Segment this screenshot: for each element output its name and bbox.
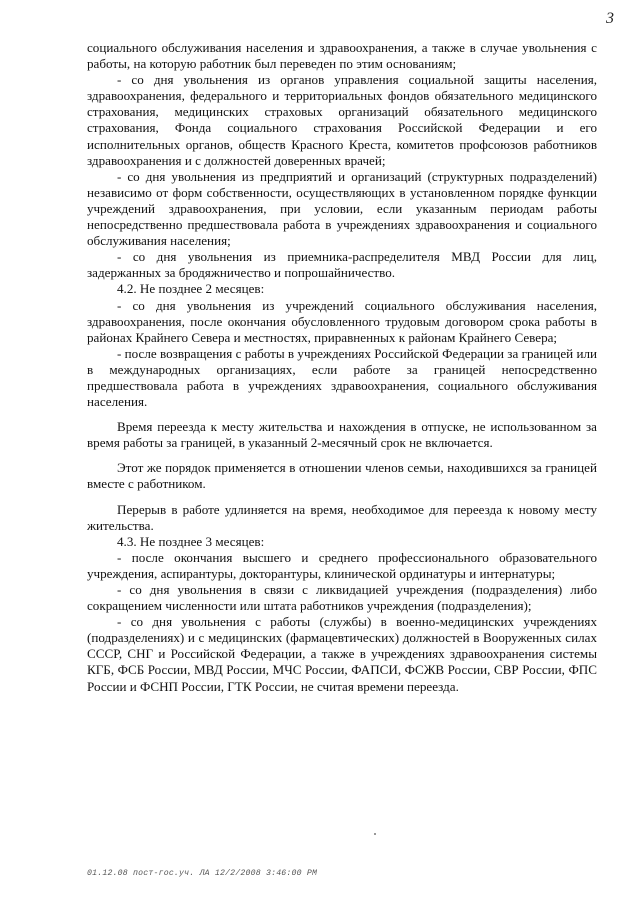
paragraph: Перерыв в работе удлиняется на время, необходимое для переезда к новому месту жительства. xyxy=(87,501,597,533)
paragraph: - со дня увольнения из органов управления социальной защиты населения, здравоохранения, федерального и территориальных фондов обязательного медицинского страхования, медицинских страховых организаций обязательного медицинского страхования, Фонда социального страхования Российской Федерации и его исполнительных органов, обществ Красного Креста, комитетов профсоюзов работников здравоохранения и с должностей доверенных врачей; xyxy=(87,72,597,168)
paragraph: социального обслуживания населения и здравоохранения, а также в случае увольнения с работы, на которую работник был переведен по этим основаниям; xyxy=(87,40,597,72)
paragraph: - со дня увольнения из предприятий и организаций (структурных подразделений) независимо от форм собственности, осуществляющих в установленном порядке функции учреждений здравоохранения, при условии, если указанным периодам работы непосредственно предшествовала работа в учреждениях здравоохранения и социального обслуживания населения; xyxy=(87,168,597,249)
paragraph: Время переезда к месту жительства и нахождения в отпуске, не использованном за время работы за границей, в указанный 2-месячный срок не включается. xyxy=(87,419,597,451)
footer-file-info: 01.12.08 пост-гос.уч. ЛА 12/2/2008 3:46:00 PM xyxy=(87,869,318,878)
paragraph: - со дня увольнения из приемника-распределителя МВД России для лиц, задержанных за бродяжничество и попрошайничество. xyxy=(87,249,597,281)
paragraph: - со дня увольнения в связи с ликвидацией учреждения (подразделения) либо сокращением численности или штата работников учреждения (подразделения); xyxy=(87,582,597,614)
document-body xyxy=(87,40,597,695)
paragraph: - после окончания высшего и среднего профессионального образовательного учреждения, аспирантуры, докторантуры, клинической ординатуры и интернатуры; xyxy=(87,549,597,581)
page-number: 3 xyxy=(606,10,614,27)
paragraph: - со дня увольнения с работы (службы) в военно-медицинских учреждениях (подразделениях) и с медицинских (фармацевтических) должностей в Вооруженных силах СССР, СНГ и Российской Федерации, а также в учреждениях здравоохранения системы КГБ, ФСБ России, МВД России, МЧС России, ФАПСИ, ФСЖВ России, СВР России, ФПС России и ФСНП России, ГТК России, не считая времени переезда. xyxy=(87,614,597,694)
paragraph: Этот же порядок применяется в отношении членов семьи, находившихся за границей вместе с работником. xyxy=(87,460,597,492)
paragraph: - со дня увольнения из учреждений социального обслуживания населения, здравоохранения, после окончания обусловленного трудовым договором срока работы в районах Крайнего Севера и местностях, приравненных к районам Крайнего Севера; xyxy=(87,297,597,345)
scan-speck xyxy=(374,833,376,835)
paragraph: - после возвращения с работы в учреждениях Российской Федерации за границей или в международных организациях, если работе за границей непосредственно предшествовала работа в учреждениях здравоохранения, социального обслуживания населения. xyxy=(87,345,597,410)
section-heading-4-2: 4.2. Не позднее 2 месяцев: xyxy=(117,281,265,297)
section-heading-4-3: 4.3. Не позднее 3 месяцев: xyxy=(117,533,265,549)
